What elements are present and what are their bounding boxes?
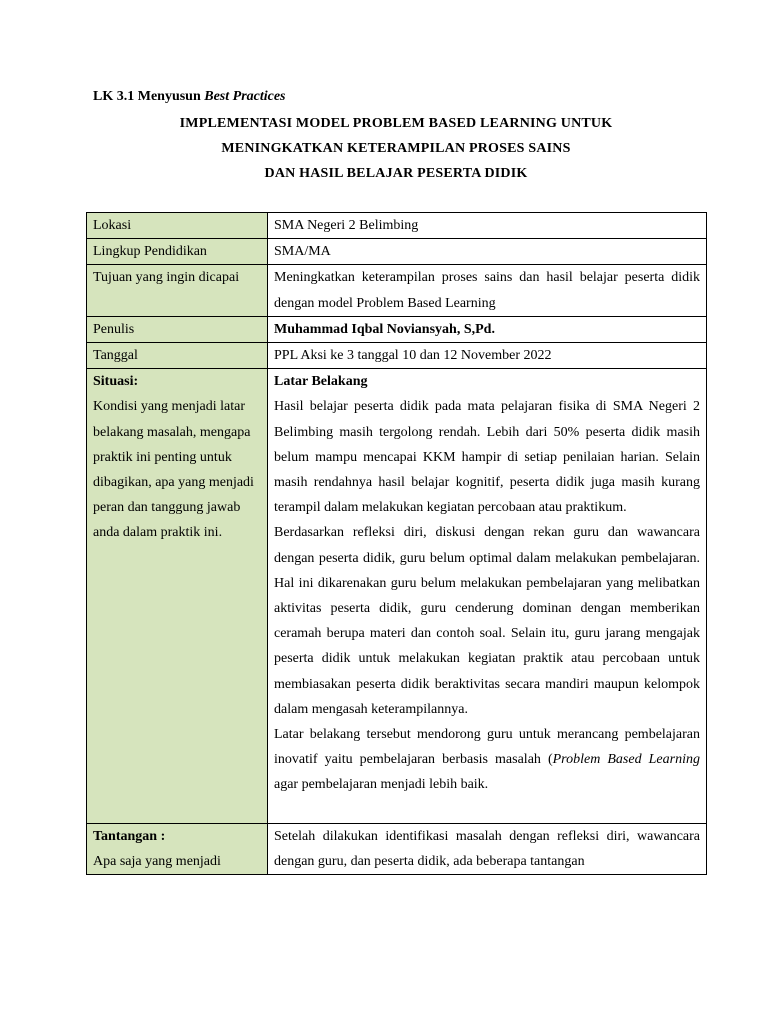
- label-lingkup: Lingkup Pendidikan: [87, 239, 268, 265]
- lk-heading-italic: Best Practices: [204, 89, 286, 104]
- situasi-description: Kondisi yang menjadi latar belakang masalah, mengapa praktik ini penting untuk dibagikan, apa yang menjadi peran dan tanggung jawab anda dalam praktik ini.: [93, 399, 254, 541]
- p3-text-pre: Latar belakang tersebut mendorong guru untuk merancang pembelajaran inovatif yaitu pembelajaran berbasis masalah (: [274, 727, 700, 768]
- label-tanggal: Tanggal: [87, 343, 268, 369]
- situasi-paragraph-2: Berdasarkan refleksi diri, diskusi dengan rekan guru dan wawancara dengan peserta didik, guru belum optimal dalam melakukan pembelajaran. Hal ini dikarenakan guru belum melakukan pembelajaran yang melibatkan aktivitas peserta didik, guru cenderung dominan dengan memberikan ceramah berupa materi dan contoh soal. Selain itu, guru jarang mengajak peserta didik untuk melakukan kegiatan praktik atau percobaan untuk membiasakan peserta didik beraktivitas secara mandiri maupun kelompok dalam mengasah keterampilannya.: [274, 525, 700, 717]
- value-tanggal: PPL Aksi ke 3 tanggal 10 dan 12 November 2022: [268, 343, 707, 369]
- label-lokasi: Lokasi: [87, 213, 268, 239]
- situasi-cell: [87, 369, 268, 823]
- tantangan-description: Apa saja yang menjadi: [93, 853, 221, 869]
- value-tantangan: Setelah dilakukan identifikasi masalah dengan refleksi diri, wawancara dengan guru, dan peserta didik, ada beberapa tantangan: [268, 823, 707, 874]
- title-line-2: MENINGKATKAN KETERAMPILAN PROSES SAINS: [221, 141, 571, 156]
- table-row-tantangan: [87, 823, 707, 874]
- table-row-tujuan: [87, 265, 707, 316]
- lk-heading: [93, 88, 286, 106]
- document-title: [0, 111, 768, 186]
- situasi-paragraph-1: Hasil belajar peserta didik pada mata pelajaran fisika di SMA Negeri 2 Belimbing masih tergolong rendah. Lebih dari 50% peserta didik masih belum mampu mencapai KKM hampir di setiap penilaian harian. Selain masih rendahnya hasil belajar kognitif, peserta didik juga masih kurang terampil dalam melakukan kegiatan percobaan atau praktikum.: [274, 399, 700, 516]
- table-row-tanggal: [87, 343, 707, 369]
- value-lokasi: SMA Negeri 2 Belimbing: [268, 213, 707, 239]
- label-penulis: Penulis: [87, 316, 268, 342]
- lk-heading-prefix: LK 3.1 Menyusun: [93, 89, 205, 104]
- table-row-lingkup: [87, 239, 707, 265]
- value-tujuan: Meningkatkan keterampilan proses sains dan hasil belajar peserta didik dengan model Problem Based Learning: [268, 265, 707, 316]
- paragraph-spacer: [274, 798, 700, 823]
- p3-text-post: agar pembelajaran menjadi lebih baik.: [274, 777, 489, 793]
- title-line-3: DAN HASIL BELAJAR PESERTA DIDIK: [264, 166, 528, 181]
- tantangan-cell: [87, 823, 268, 874]
- value-lingkup: SMA/MA: [268, 239, 707, 265]
- label-tantangan: Tantangan :: [93, 828, 166, 844]
- latar-belakang-heading: Latar Belakang: [274, 374, 368, 390]
- title-line-1: IMPLEMENTASI MODEL PROBLEM BASED LEARNING UNTUK: [179, 116, 613, 131]
- situasi-content: [268, 369, 707, 823]
- table-row-penulis: [87, 316, 707, 342]
- value-penulis: Muhammad Iqbal Noviansyah, S,Pd.: [268, 316, 707, 342]
- best-practice-table: [86, 212, 707, 875]
- table-row-lokasi: [87, 213, 707, 239]
- label-tujuan: Tujuan yang ingin dicapai: [87, 265, 268, 316]
- label-situasi: Situasi:: [93, 374, 139, 390]
- table-row-situasi: [87, 369, 707, 823]
- situasi-paragraph-3: [274, 722, 700, 798]
- p3-text-italic: Problem Based Learning: [552, 752, 700, 768]
